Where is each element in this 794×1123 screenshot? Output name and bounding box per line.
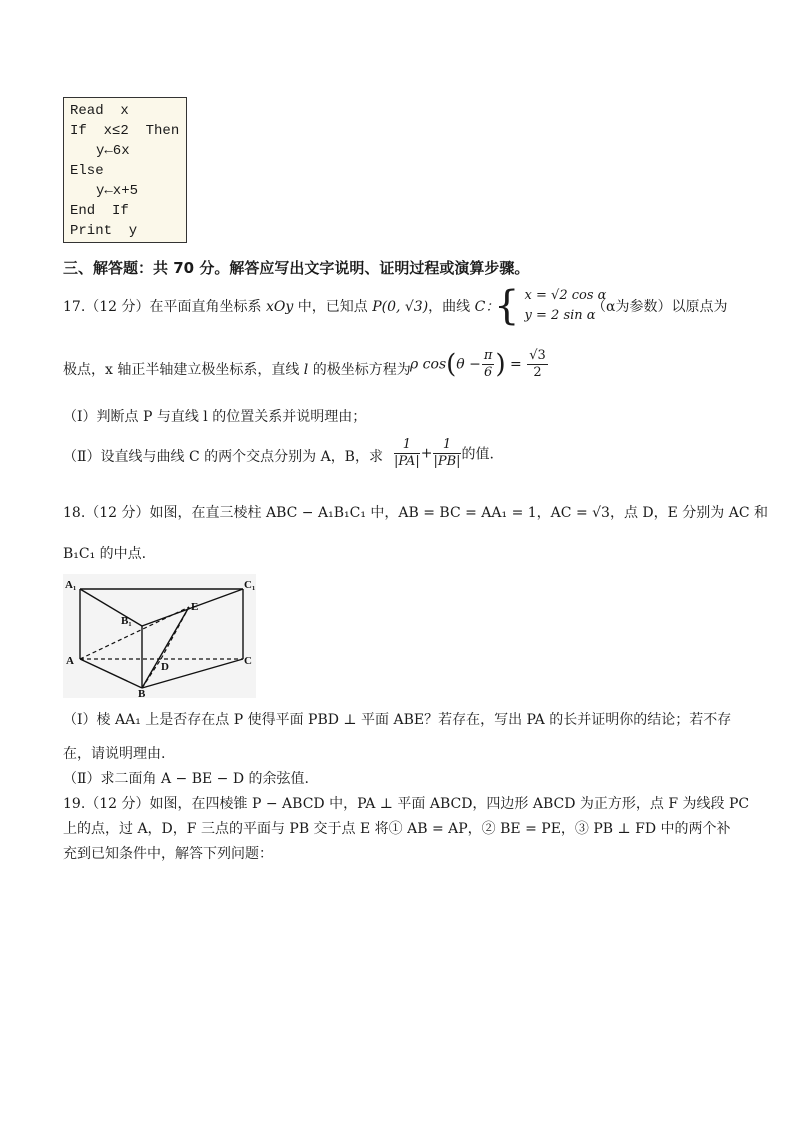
q17-line2-b: x 轴正半轴建立极坐标系，直线: [105, 362, 304, 378]
algo-line-print: Print y: [70, 223, 138, 239]
q17-line-l: l: [303, 362, 309, 378]
algorithm-box: [63, 97, 187, 243]
figure-background: [63, 574, 256, 698]
label-e: E: [191, 601, 199, 613]
label-b1: B₁: [121, 615, 132, 627]
q17-part1: （Ⅰ）判断点 P 与直线 l 的位置关系并说明理由；: [63, 409, 367, 425]
q17-two: 2: [533, 365, 542, 380]
q17-intro-b: 中，已知点: [293, 299, 373, 315]
q17-polar-lhs: ρ cos: [410, 356, 447, 373]
q17-intro-c: ，曲线: [428, 299, 475, 315]
q17-polar-theta: θ −: [456, 356, 481, 373]
algo-line-assign2: y←x+5: [96, 183, 139, 199]
q18-line1: 18.（12 分）如图，在直三棱柱 ABC − A₁B₁C₁ 中，AB = BC = AA₁ = 1，AC = √3，点 D，E 分别为 AC 和: [63, 505, 769, 521]
q17-sqrt3-over-2: [527, 348, 548, 381]
algo-line-if: If x≤2 Then: [70, 123, 180, 139]
q18-part1-a: （Ⅰ）棱 AA₁ 上是否存在点 P 使得平面 PBD ⊥ 平面 ABE？若存在，写出 PA 的长并证明你的结论；若不存: [63, 712, 732, 728]
q17-pi-over-6: [482, 348, 495, 381]
q17-polar-equation: ρ cos(θ − $\frac{\pi}{6}$ ) = $\frac{√3}{2}$: [410, 348, 546, 380]
q18-part2: （Ⅱ）求二面角 A − BE − D 的余弦值.: [63, 771, 309, 787]
algo-line-endif: End If: [70, 203, 129, 219]
q17-coord: xOy: [265, 299, 294, 315]
label-d: D: [161, 661, 169, 673]
label-b: B: [138, 688, 146, 698]
q17-system: [494, 283, 607, 329]
q17-curve: C：: [474, 299, 500, 315]
q17-part2-b: 的值.: [461, 446, 494, 463]
q17-brace-icon: {: [494, 283, 520, 329]
q17-eq1: x = √2 cos α: [524, 288, 607, 303]
section-heading: 三、解答题：共 70 分。解答应写出文字说明、证明过程或演算步骤。: [63, 259, 530, 277]
algo-line-assign1: y←6x: [96, 143, 130, 159]
q17-frac-pa: [394, 437, 420, 470]
q17-frac-pb-num: 1: [433, 437, 460, 454]
q17-line2-a: 极点，: [63, 362, 105, 378]
q17-point: P(0, √3): [372, 299, 429, 315]
q17-line2-c: 的极坐标方程为: [308, 362, 411, 378]
algo-line-else: Else: [70, 163, 104, 179]
q17-frac-pa-den: |PA|: [394, 454, 420, 469]
q17-param: （α为参数）以原点为: [592, 299, 728, 315]
q17-pi: π: [483, 348, 493, 363]
q17-frac-pa-num: 1: [394, 437, 420, 454]
left-paren-icon: (: [446, 349, 457, 380]
q18-line2: B₁C₁ 的中点.: [63, 546, 147, 562]
q17-frac-pb-den: |PB|: [433, 454, 461, 469]
q17-line2: [63, 360, 411, 380]
label-c: C: [244, 655, 252, 667]
right-paren-icon: ): [495, 349, 506, 380]
q17-six: 6: [484, 365, 493, 380]
q17-plus: +: [420, 445, 433, 462]
q17-sqrt3: √3: [529, 348, 546, 363]
algo-line-read: Read x: [70, 103, 129, 119]
q19-line2: 上的点，过 A，D，F 三点的平面与 PB 交于点 E 将① AB = AP，② BE = PE，③ PB ⊥ FD 中的两个补: [63, 821, 731, 837]
q17-eq2: y = 2 sin α: [524, 308, 596, 323]
q19-line1: 19.（12 分）如图，在四棱锥 P − ABCD 中，PA ⊥ 平面 ABCD，四边形 ABCD 为正方形，点 F 为线段 PC: [63, 796, 750, 812]
q17-line1: [63, 297, 499, 317]
q18-part1-b: 在，请说明理由.: [63, 746, 166, 762]
q17-frac-pb: [433, 437, 460, 470]
label-a: A: [66, 655, 74, 667]
q17-sum-fractions: [393, 437, 494, 470]
prism-figure: [63, 574, 256, 698]
q17-part2-a: （Ⅱ）设直线与曲线 C 的两个交点分别为 A，B，求: [63, 449, 383, 465]
q19-line3: 充到已知条件中，解答下列问题：: [63, 846, 273, 862]
label-a1: A₁: [65, 579, 77, 591]
q17-intro-a: 17.（12 分）在平面直角坐标系: [63, 299, 266, 315]
label-c1: C₁: [244, 579, 256, 591]
